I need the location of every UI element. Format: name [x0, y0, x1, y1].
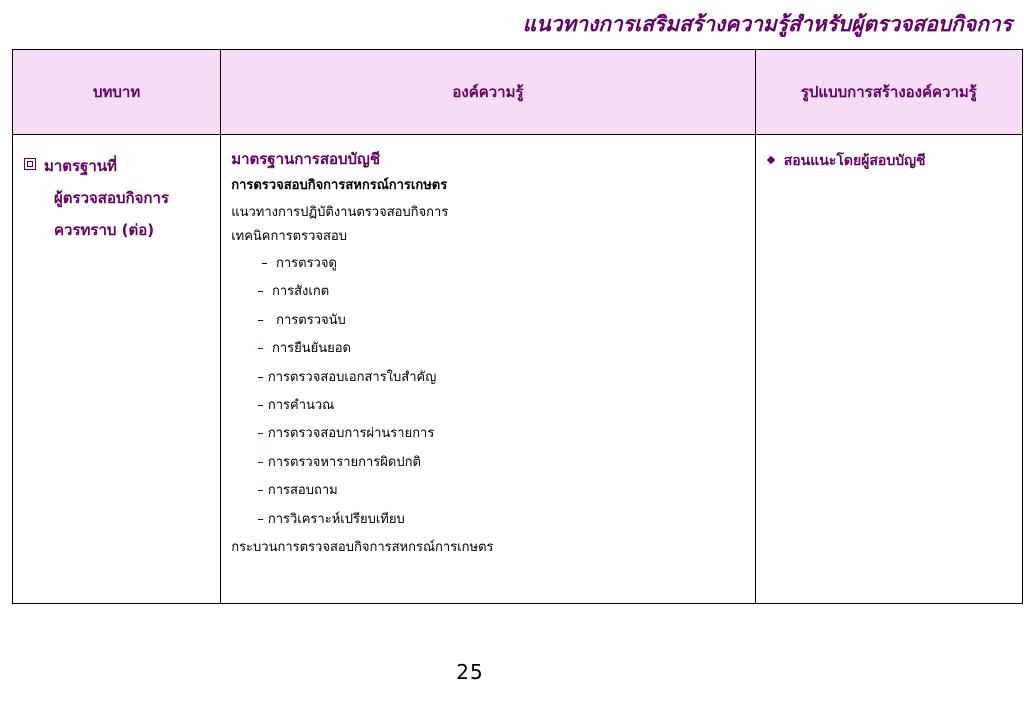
list-item: – การตรวจสอบการผ่านรายการ	[257, 426, 435, 442]
knowledge-heading: มาตรฐานการสอบบัญชี	[231, 150, 380, 168]
table-row	[13, 135, 1023, 604]
list-item: – การสอบถาม	[257, 483, 338, 499]
list-item: – การสังเกต	[257, 284, 330, 300]
list-item: – การตรวจนับ	[257, 312, 346, 328]
format-cell	[755, 135, 1022, 604]
list-item: – การวิเคราะห์เปรียบเทียบ	[257, 511, 405, 527]
list-item: – การตรวจสอบเอกสารใบสำคัญ	[257, 369, 437, 385]
knowledge-subheading: การตรวจสอบกิจการสหกรณ์การเกษตร	[231, 178, 448, 193]
table-header-row	[13, 50, 1023, 135]
role-cell	[13, 135, 221, 604]
list-item: – การตรวจดู	[261, 256, 337, 271]
technique-list	[231, 250, 754, 534]
header-format: รูปแบบการสร้างองค์ความรู้	[755, 50, 1022, 135]
header-knowledge: องค์ความรู้	[221, 50, 756, 135]
square-bullet-icon	[24, 158, 36, 170]
page-title: แนวทางการเสริมสร้างความรู้สำหรับผู้ตรวจสอบกิจการ	[522, 12, 1012, 36]
role-line: มาตรฐานที่	[44, 157, 117, 175]
knowledge-line: เทคนิคการตรวจสอบ	[231, 229, 347, 244]
page-number: 25	[456, 660, 484, 684]
list-item: – การคำนวณ	[257, 397, 335, 413]
diamond-bullet-icon	[766, 156, 774, 164]
header-role: บทบาท	[13, 50, 221, 135]
knowledge-cell	[221, 135, 756, 604]
list-item: – การตรวจหารายการผิดปกติ	[257, 454, 421, 470]
role-line: ผู้ตรวจสอบกิจการ	[54, 189, 169, 207]
list-item: – การยืนยันยอด	[257, 341, 351, 357]
role-line: ควรทราบ (ต่อ)	[54, 221, 155, 239]
knowledge-table	[12, 49, 1023, 604]
knowledge-line: แนวทางการปฏิบัติงานตรวจสอบกิจการ	[231, 205, 449, 220]
knowledge-closing: กระบวนการตรวจสอบกิจการสหกรณ์การเกษตร	[231, 539, 494, 555]
format-item: สอนแนะโดยผู้สอบบัญชี	[783, 153, 926, 169]
